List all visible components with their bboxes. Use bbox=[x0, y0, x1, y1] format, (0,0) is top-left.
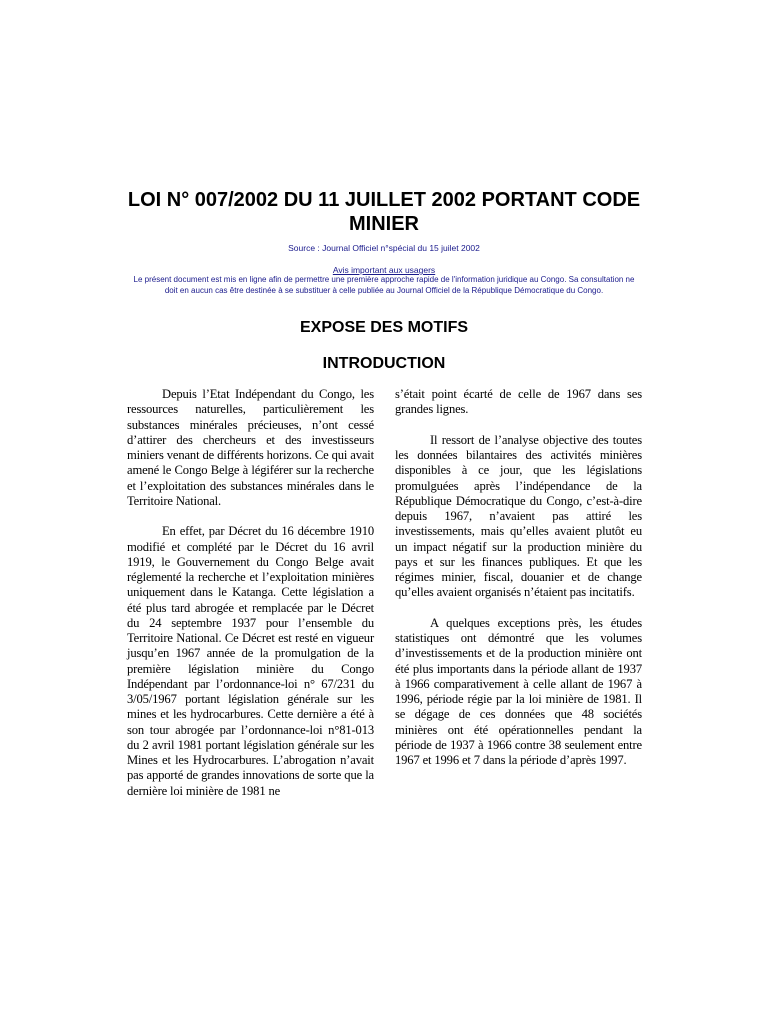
notice-text: Le présent document est mis en ligne afin de permettre une première approche rapide de l'information juridique au Congo. Sa consultation ne doit en aucun cas être destinée à se substituer à celle publiée au Journal Officiel de la République Démocratique du Congo. bbox=[133, 275, 635, 295]
paragraph-continuation: s’était point écarté de celle de 1967 dans ses grandes lignes. bbox=[395, 387, 642, 417]
left-column bbox=[127, 387, 374, 814]
section-heading: EXPOSE DES MOTIFS bbox=[299, 319, 469, 336]
notice-heading: Avis important aux usagers bbox=[332, 265, 436, 275]
document-title: LOI N° 007/2002 DU 11 JUILLET 2002 PORTANT CODE MINIER bbox=[127, 189, 641, 235]
paragraph: A quelques exceptions près, les études statistiques ont démontré que les volumes d’investissements et de la production minière ont été plus importants dans la période allant de 1937 à 1966 comparativement à celle allant de 1967 à 1996, période régie par la loi minière de 1981. Il se dégage de ces données que 48 sociétés minières ont été opérationnelles pendant la période de 1937 à 1966 contre 38 seulement entre 1967 et 1996 et 7 dans la période d’après 1997. bbox=[395, 615, 642, 767]
paragraph: Il ressort de l’analyse objective des toutes les données bilantaires des activités minières disponibles à ce jour, que les législations promulguées après l’indépendance de la République Démocratique du Congo, c’est-à-dire depuis 1967, n’avaient pas attiré les investissements, mais qu’elles avaient plutôt eu un impact négatif sur la production minière du pays et sur les finances publiques. Et que les régimes minier, fiscal, douanier et de change qu’elles avaient organisés n’étaient pas incitatifs. bbox=[395, 432, 642, 600]
right-column bbox=[395, 387, 642, 784]
source-line: Source : Journal Officiel n°spécial du 15 juilet 2002 bbox=[288, 243, 480, 253]
paragraph: En effet, par Décret du 16 décembre 1910 modifié et complété par le Décret du 16 avril 1919, le Gouvernement du Congo Belge avait réglementé la recherche et l’exploitation minières uniquement dans le Katanga. Cette législation a été plus tard abrogée et remplacée par le Décret du 24 septembre 1937 pour l’ensemble du Territoire National. Ce Décret est resté en vigueur jusqu’en 1967 année de la promulgation de la première législation minière du Congo Indépendant par l’ordonnance-loi n° 67/231 du 3/05/1967 portant législation générale sur les mines et les hydrocarbures. Cette dernière a été à son tour abrogée par l’ordonnance-loi n°81-013 du 2 avril 1981 portant législation générale sur les Mines et les Hydrocarbures. L’abrogation n’avait pas apporté de grandes innovations de sorte que la dernière loi minière de 1981 ne bbox=[127, 524, 374, 798]
subsection-heading: INTRODUCTION bbox=[322, 355, 446, 372]
paragraph: Depuis l’Etat Indépendant du Congo, les ressources naturelles, particulièrement les substances minérales précieuses, n’ont cessé d’attirer des chercheurs et des investisseurs miniers venant de différents horizons. Ce qui avait amené le Congo Belge à légiférer sur la recherche et l’exploitation des substances minérales dans le Territoire National. bbox=[127, 387, 374, 508]
